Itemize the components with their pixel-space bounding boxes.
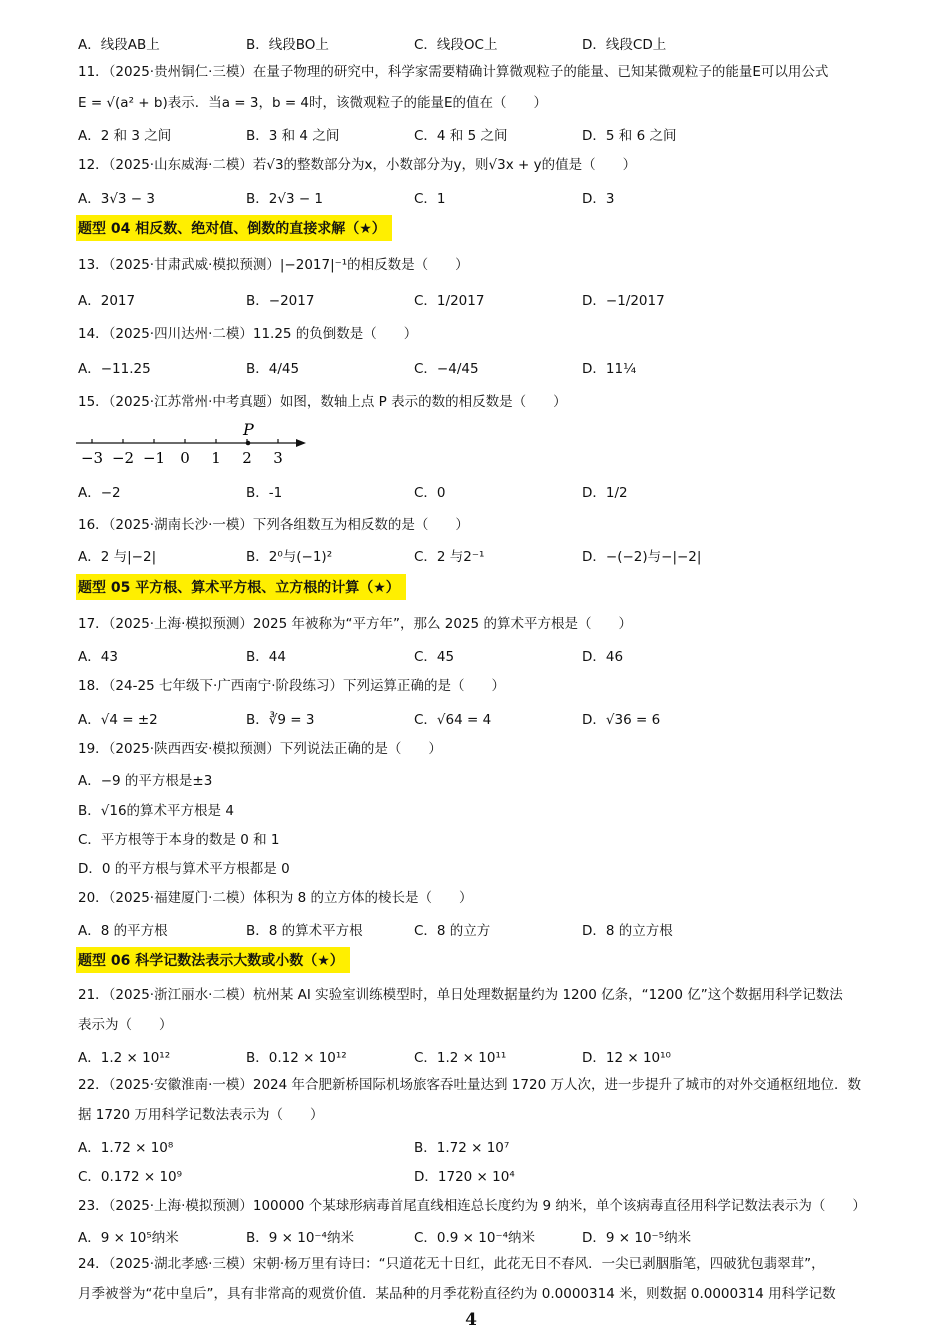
q15-option-c[interactable]: C．0 (414, 485, 446, 501)
q12-option-a[interactable]: A．3√3 − 3 (78, 191, 155, 207)
q14-stem: 14．（2025·四川达州·二模）11.25 的负倒数是（ ） (78, 326, 418, 342)
q10-option-c[interactable]: C．线段OC上 (414, 37, 498, 53)
q19-option-a[interactable]: A．−9 的平方根是±3 (78, 773, 213, 789)
q19-option-c[interactable]: C．平方根等于本身的数是 0 和 1 (78, 832, 280, 848)
q16-option-d[interactable]: D．−(−2)与−|−2| (582, 549, 702, 565)
q12-option-b[interactable]: B．2√3 − 1 (246, 191, 324, 207)
number-line-arrow (296, 439, 306, 447)
q20-option-d[interactable]: D．8 的立方根 (582, 923, 673, 939)
q18-option-d[interactable]: D．√36 = 6 (582, 712, 661, 728)
q20-option-a[interactable]: A．8 的平方根 (78, 923, 168, 939)
q11-stem-line2: E = √(a² + b)表示．当a = 3，b = 4时，该微观粒子的能量E的值在（ ） (78, 95, 548, 111)
q18-option-b[interactable]: B．∛9 = 3 (246, 712, 315, 728)
q24-stem-line2: 月季被誉为“花中皇后”，具有非常高的观赏价值．某品种的月季花粉直径约为 0.0000314 米，则数据 0.0000314 用科学记数 (78, 1286, 836, 1302)
number-line-tick-label: −2 (111, 449, 135, 467)
q11-option-a[interactable]: A．2 和 3 之间 (78, 128, 172, 144)
q15-option-b[interactable]: B．-1 (246, 485, 283, 501)
q20-stem: 20．（2025·福建厦门·二模）体积为 8 的立方体的棱长是（ ） (78, 890, 473, 906)
point-p-dot (246, 441, 251, 446)
q15-option-a[interactable]: A．−2 (78, 485, 121, 501)
q22-stem-line2: 据 1720 万用科学记数法表示为（ ） (78, 1107, 324, 1123)
section-heading-05: 题型 05 平方根、算术平方根、立方根的计算（★） (76, 574, 406, 600)
q14-option-a[interactable]: A．−11.25 (78, 361, 151, 377)
q16-stem: 16．（2025·湖南长沙·一模）下列各组数互为相反数的是（ ） (78, 517, 469, 533)
q19-option-b[interactable]: B．√16的算术平方根是 4 (78, 803, 234, 819)
q21-option-c[interactable]: C．1.2 × 10¹¹ (414, 1050, 507, 1066)
q10-option-d[interactable]: D．线段CD上 (582, 37, 667, 53)
q17-option-b[interactable]: B．44 (246, 649, 286, 665)
q20-option-b[interactable]: B．8 的算术平方根 (246, 923, 363, 939)
q18-option-c[interactable]: C．√64 = 4 (414, 712, 492, 728)
q11-option-b[interactable]: B．3 和 4 之间 (246, 128, 340, 144)
q23-stem: 23．（2025·上海·模拟预测）100000 个某球形病毒首尾直线相连总长度约为 9 纳米，单个该病毒直径用科学记数法表示为（ ） (78, 1198, 866, 1214)
q13-stem: 13．（2025·甘肃武威·模拟预测）|−2017|⁻¹的相反数是（ ） (78, 257, 469, 273)
number-line-tick-label: 3 (273, 449, 283, 467)
section-heading-06: 题型 06 科学记数法表示大数或小数（★） (76, 947, 350, 973)
q19-option-d[interactable]: D．0 的平方根与算术平方根都是 0 (78, 861, 290, 877)
number-line-tick-label: 0 (180, 449, 190, 467)
q23-option-d[interactable]: D．9 × 10⁻⁵纳米 (582, 1230, 692, 1246)
q12-stem: 12．（2025·山东威海·二模）若√3的整数部分为x，小数部分为y，则√3x + y的值是（ ） (78, 157, 637, 173)
q16-option-a[interactable]: A．2 与|−2| (78, 549, 157, 565)
q22-option-c[interactable]: C．0.172 × 10⁹ (78, 1169, 183, 1185)
number-line-tick-label: 2 (242, 449, 252, 467)
q16-option-c[interactable]: C．2 与2⁻¹ (414, 549, 485, 565)
q11-option-d[interactable]: D．5 和 6 之间 (582, 128, 677, 144)
q11-option-c[interactable]: C．4 和 5 之间 (414, 128, 508, 144)
number-line-tick-label: −1 (142, 449, 166, 467)
section-heading-04: 题型 04 相反数、绝对值、倒数的直接求解（★） (76, 215, 392, 241)
q12-option-d[interactable]: D．3 (582, 191, 615, 207)
q16-option-b[interactable]: B．2⁰与(−1)² (246, 549, 333, 565)
q17-option-d[interactable]: D．46 (582, 649, 624, 665)
q21-option-b[interactable]: B．0.12 × 10¹² (246, 1050, 347, 1066)
q13-option-c[interactable]: C．1/2017 (414, 293, 485, 309)
q14-option-d[interactable]: D．11¼ (582, 361, 637, 377)
q11-stem-line1: 11．（2025·贵州铜仁·三模）在量子物理的研究中，科学家需要精确计算微观粒子的能量、已知某微观粒子的能量E可以用公式 (78, 64, 829, 80)
q21-option-d[interactable]: D．12 × 10¹⁰ (582, 1050, 671, 1066)
number-line-figure (74, 416, 314, 468)
q18-option-a[interactable]: A．√4 = ±2 (78, 712, 158, 728)
q12-option-c[interactable]: C．1 (414, 191, 446, 207)
q23-option-a[interactable]: A．9 × 10⁵纳米 (78, 1230, 179, 1246)
q19-stem: 19．（2025·陕西西安·模拟预测）下列说法正确的是（ ） (78, 741, 442, 757)
page-number: 4 (465, 1310, 477, 1330)
q17-stem: 17．（2025·上海·模拟预测）2025 年被称为“平方年”，那么 2025 的算术平方根是（ ） (78, 616, 632, 632)
q21-option-a[interactable]: A．1.2 × 10¹² (78, 1050, 171, 1066)
q22-stem-line1: 22．（2025·安徽淮南·一模）2024 年合肥新桥国际机场旅客吞吐量达到 1720 万人次，进一步提升了城市的对外交通枢纽地位．数 (78, 1077, 861, 1093)
q20-option-c[interactable]: C．8 的立方 (414, 923, 491, 939)
q15-stem: 15．（2025·江苏常州·中考真题）如图，数轴上点 P 表示的数的相反数是（ ） (78, 394, 567, 410)
q14-option-b[interactable]: B．4/45 (246, 361, 300, 377)
q17-option-c[interactable]: C．45 (414, 649, 455, 665)
q15-option-d[interactable]: D．1/2 (582, 485, 628, 501)
q10-option-a[interactable]: A．线段AB上 (78, 37, 160, 53)
number-line-tick-label: −3 (80, 449, 104, 467)
q23-option-c[interactable]: C．0.9 × 10⁻⁴纳米 (414, 1230, 536, 1246)
q22-option-a[interactable]: A．1.72 × 10⁸ (78, 1140, 174, 1156)
q13-option-a[interactable]: A．2017 (78, 293, 136, 309)
q22-option-b[interactable]: B．1.72 × 10⁷ (414, 1140, 510, 1156)
number-line-tick-label: 1 (211, 449, 221, 467)
q14-option-c[interactable]: C．−4/45 (414, 361, 479, 377)
q23-option-b[interactable]: B．9 × 10⁻⁴纳米 (246, 1230, 354, 1246)
q21-stem-line1: 21．（2025·浙江丽水·二模）杭州某 AI 实验室训练模型时，单日处理数据量约为 1200 亿条，“1200 亿”这个数据用科学记数法 (78, 987, 843, 1003)
q17-option-a[interactable]: A．43 (78, 649, 118, 665)
q22-option-d[interactable]: D．1720 × 10⁴ (414, 1169, 515, 1185)
q18-stem: 18．（24-25 七年级下·广西南宁·阶段练习）下列运算正确的是（ ） (78, 678, 506, 694)
q13-option-d[interactable]: D．−1/2017 (582, 293, 665, 309)
q24-stem-line1: 24．（2025·湖北孝感·三模）宋朝·杨万里有诗曰：“只道花无十日红，此花无日不春风．一尖已剥胭脂笔，四破犹包翡翠茸”， (78, 1256, 825, 1272)
q10-option-b[interactable]: B．线段BO上 (246, 37, 329, 53)
q21-stem-line2: 表示为（ ） (78, 1017, 173, 1033)
q13-option-b[interactable]: B．−2017 (246, 293, 315, 309)
point-p-label: P (243, 420, 254, 439)
